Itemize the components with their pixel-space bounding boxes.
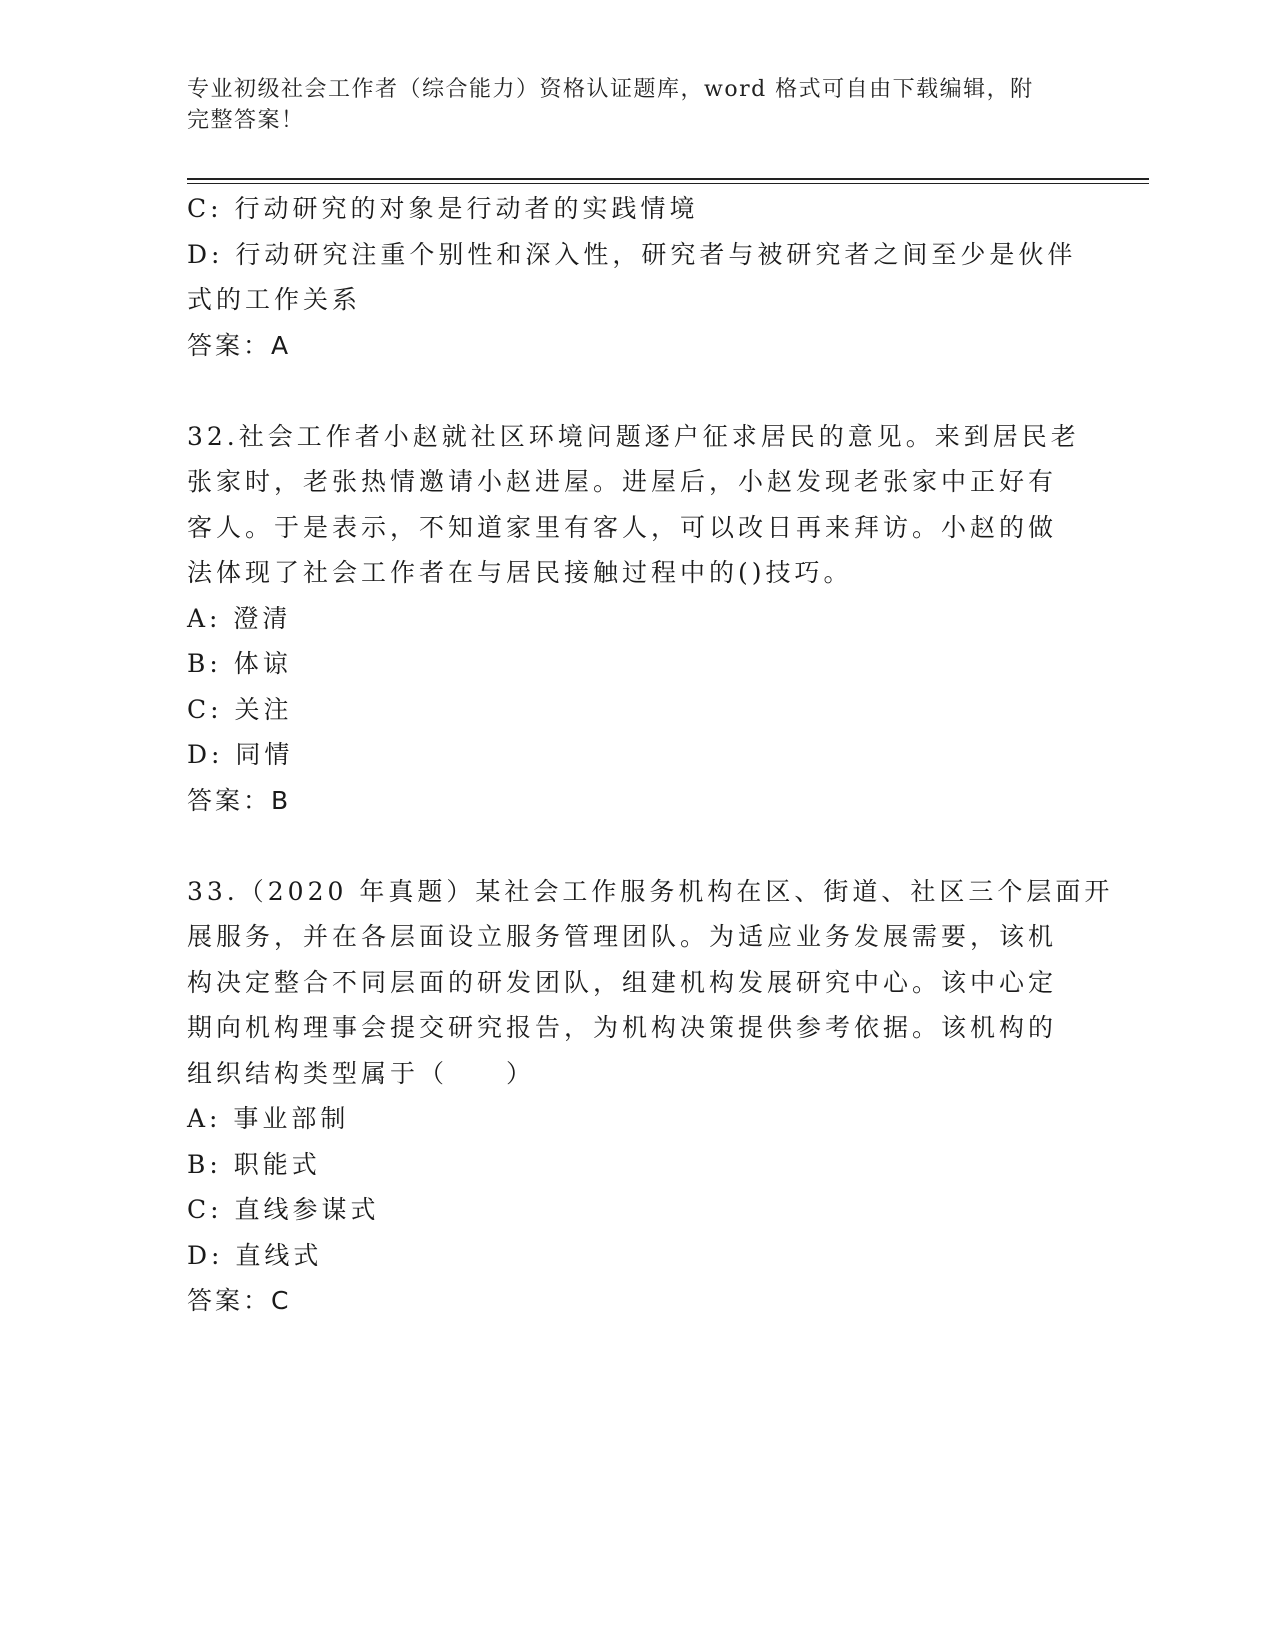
header-line-1: 专业初级社会工作者（综合能力）资格认证题库，word 格式可自由下载编辑，附 [187, 77, 1034, 102]
option-d-line-1: D: 行动研究注重个别性和深入性，研究者与被研究者之间至少是伙伴 [187, 239, 1077, 269]
header-divider-thick [187, 178, 1149, 180]
question-stem-line-1: 32.社会工作者小赵就社区环境问题逐户征求居民的意见。来到居民老 [187, 421, 1080, 451]
question-stem-line-2: 张家时，老张热情邀请小赵进屋。进屋后，小赵发现老张家中正好有 [187, 467, 1058, 496]
option-a: A: 澄清 [187, 603, 292, 633]
question-stem-line-3: 构决定整合不同层面的研发团队，组建机构发展研究中心。该中心定 [187, 967, 1058, 997]
question-stem-line-5: 组织结构类型属于（ ） [187, 1058, 536, 1088]
document-header [187, 74, 1067, 136]
answer-line: 答案：C [187, 1286, 292, 1315]
question-33 [187, 869, 1114, 1324]
option-c: C: 行动研究的对象是行动者的实践情境 [187, 194, 699, 223]
option-b: B: 职能式 [187, 1149, 321, 1179]
question-stem-line-3: 客人。于是表示，不知道家里有客人，可以改日再来拜访。小赵的做 [187, 512, 1058, 542]
option-a: A: 事业部制 [187, 1104, 350, 1133]
option-d-line-2: 式的工作关系 [187, 285, 362, 314]
question-stem-line-1: 33.（2020 年真题）某社会工作服务机构在区、街道、社区三个层面开 [187, 876, 1114, 906]
question-32 [187, 414, 1087, 824]
header-divider-thin [187, 183, 1149, 184]
question-stem-line-4: 期向机构理事会提交研究报告，为机构决策提供参考依据。该机构的 [187, 1013, 1058, 1042]
header-line-2: 完整答案！ [187, 108, 305, 133]
question-stem-line-4: 法体现了社会工作者在与居民接触过程中的()技巧。 [187, 558, 853, 587]
option-c: C: 直线参谋式 [187, 1195, 380, 1224]
option-c: C: 关注 [187, 694, 293, 724]
document-body [187, 186, 1114, 1324]
previous-question-tail [187, 186, 1087, 368]
question-stem-line-2: 展服务，并在各层面设立服务管理团队。为适应业务发展需要，该机 [187, 922, 1058, 951]
answer-line: 答案：B [187, 785, 292, 815]
option-b: B: 体谅 [187, 649, 292, 678]
question-spacer [187, 823, 1087, 869]
answer-line: 答案：A [187, 330, 292, 360]
option-d: D: 直线式 [187, 1240, 323, 1270]
question-spacer [187, 368, 1087, 414]
option-d: D: 同情 [187, 740, 294, 769]
